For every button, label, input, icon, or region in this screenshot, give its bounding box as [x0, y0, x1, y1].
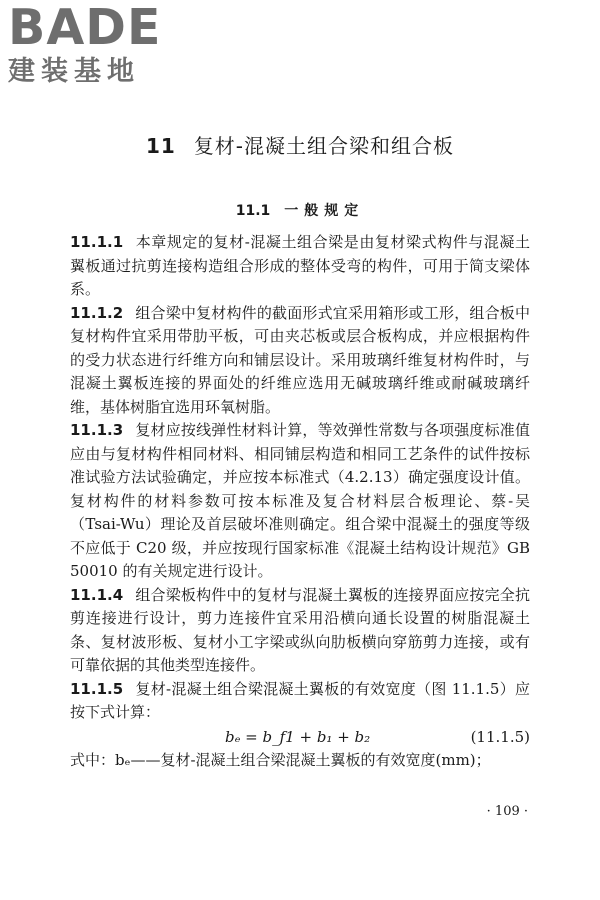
clause-number: 11.1.4	[70, 585, 124, 604]
clause-text: 复材-混凝土组合梁混凝土翼板的有效宽度（图 11.1.5）应按下式计算：	[70, 679, 530, 721]
where-clause	[70, 749, 530, 773]
logo-brand: BADE	[8, 0, 162, 56]
chapter-number: 11	[145, 134, 176, 158]
page-number: · 109 ·	[486, 804, 528, 819]
clause-11-1-5	[70, 678, 530, 725]
clause-11-1-1	[70, 231, 530, 302]
where-prefix: 式中：	[70, 750, 116, 769]
clause-number: 11.1.1	[70, 233, 124, 251]
chapter-title-text: 复材-混凝土组合梁和组合板	[193, 134, 455, 158]
where-symbol: bₑ	[115, 750, 131, 769]
where-text: ——复材-混凝土组合梁混凝土翼板的有效宽度(mm)；	[130, 750, 491, 769]
clause-text: 组合梁中复材构件的截面形式宜采用箱形或工形，组合板中复材构件宜采用带肋平板，可由夹芯板或层合板构成，并应根据构件的受力状态进行纤维方向和铺层设计。采用玻璃纤维复材构件时，与混凝土翼板连接的界面处的纤维应选用无碱玻璃纤维或耐碱玻璃纤维，基体树脂宜选用环氧树脂。	[70, 303, 530, 416]
chapter-title	[0, 130, 600, 159]
clause-text: 复材应按线弹性材料计算，等效弹性常数与各项强度标准值应由与复材构件相同材料、相同铺层构造和相同工艺条件的试件按标准试验方法试验确定，并应按本标准式（4.2.13）确定强度设计值。复材构件的材料参数可按本标准及复合材料层合板理论、蔡-吴（Tsai-Wu）理论及首层破坏准则确定。组合梁中混凝土的强度等级不应低于 C20 级，并应按现行国家标准《混凝土结构设计规范》GB 50010 的有关规定进行设计。	[70, 421, 530, 580]
logo	[8, 2, 178, 88]
logo-subtitle: 建装基地	[8, 56, 140, 87]
body-text	[70, 231, 530, 772]
clause-11-1-2	[70, 302, 530, 420]
section-title	[0, 200, 600, 220]
formula	[70, 725, 530, 749]
clause-text: 组合梁板构件中的复材与混凝土翼板的连接界面应按完全抗剪连接进行设计，剪力连接件宜采用沿横向通长设置的树脂混凝土条、复材波形板、复材小工字梁或纵向肋板横向穿筋剪力连接，或有可靠依据的其他类型连接件。	[70, 585, 530, 674]
clause-number: 11.1.2	[70, 303, 124, 322]
clause-11-1-4	[70, 584, 530, 678]
clause-11-1-3	[70, 419, 530, 584]
section-title-text: 一般规定	[284, 203, 365, 219]
clause-text: 本章规定的复材-混凝土组合梁是由复材梁式构件与混凝土翼板通过抗剪连接构造组合形成的整体受弯的构件，可用于简支梁体系。	[70, 233, 530, 298]
formula-number: (11.1.5)	[470, 727, 530, 746]
section-number: 11.1	[235, 203, 271, 219]
clause-number: 11.1.5	[70, 679, 124, 698]
clause-number: 11.1.3	[70, 421, 124, 439]
formula-expression: bₑ = b_f1 + b₁ + b₂	[225, 727, 371, 746]
